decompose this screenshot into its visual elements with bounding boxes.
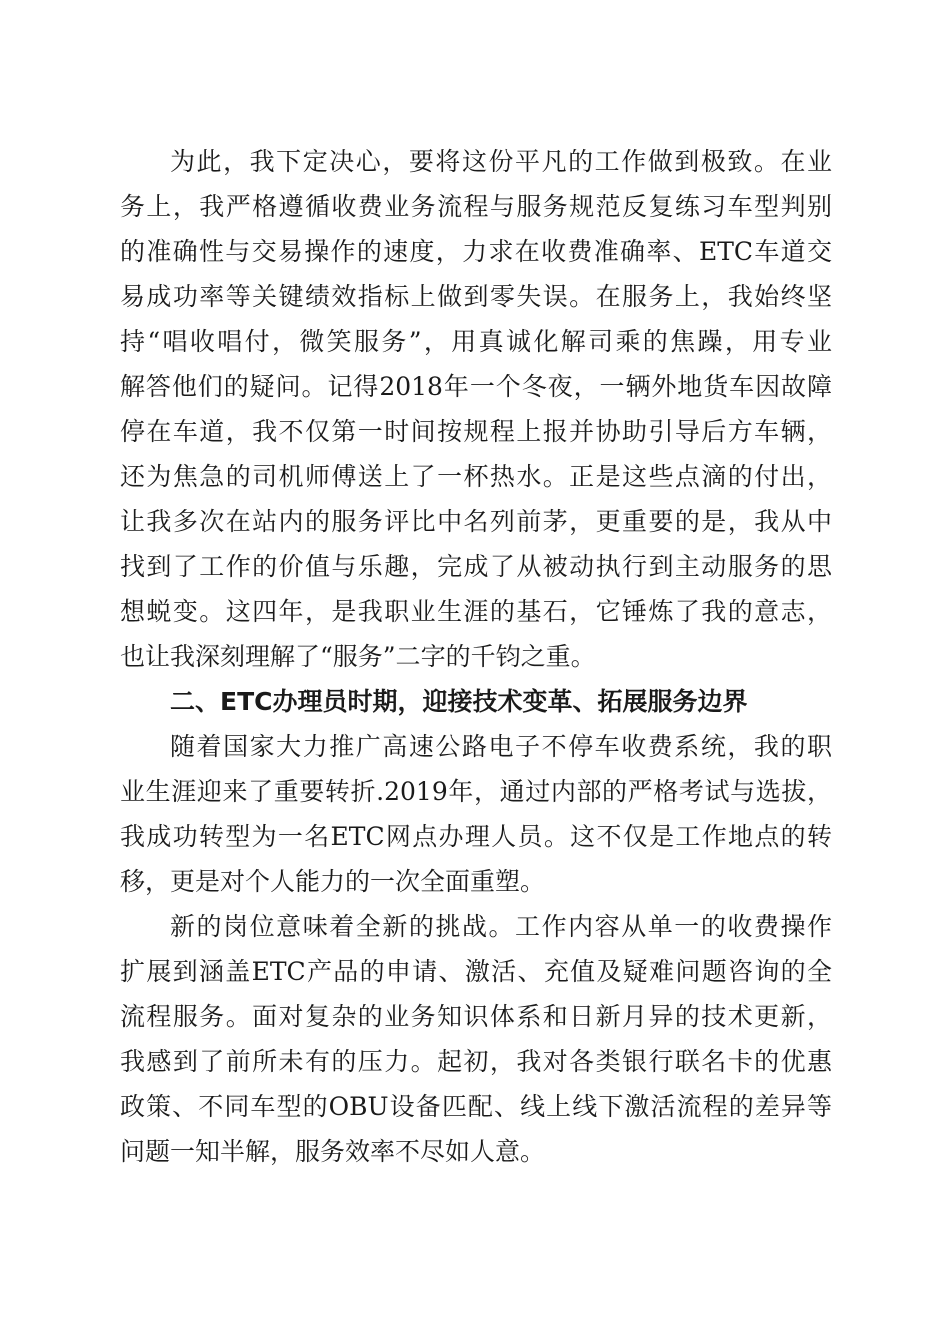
paragraph-line: 还为焦急的司机师傅送上了一杯热水。正是这些点滴的付出， — [120, 462, 832, 491]
paragraph-line: 流程服务。面对复杂的业务知识体系和日新月异的技术更新， — [120, 1002, 832, 1031]
paragraph-line: 我成功转型为一名ETC网点办理人员。这不仅是工作地点的转 — [120, 822, 832, 851]
paragraph-line: 持“唱收唱付，微笑服务”，用真诚化解司乘的焦躁，用专业 — [120, 327, 832, 356]
paragraph-line: 为此，我下定决心，要将这份平凡的工作做到极致。在业 — [170, 147, 832, 176]
paragraph-line: 也让我深刻理解了“服务”二字的千钧之重。 — [120, 642, 596, 671]
paragraph-line: 移，更是对个人能力的一次全面重塑。 — [120, 867, 546, 896]
paragraph-line: 易成功率等关键绩效指标上做到零失误。在服务上，我始终坚 — [120, 282, 832, 311]
paragraph-line: 问题一知半解，服务效率不尽如人意。 — [120, 1137, 546, 1166]
paragraph-line: 让我多次在站内的服务评比中名列前茅，更重要的是，我从中 — [120, 507, 832, 536]
paragraph-line: 的准确性与交易操作的速度，力求在收费准确率、ETC车道交 — [120, 237, 832, 266]
paragraph-line: 停在车道，我不仅第一时间按规程上报并协助引导后方车辆， — [120, 417, 832, 446]
paragraph-line: 找到了工作的价值与乐趣，完成了从被动执行到主动服务的思 — [120, 552, 832, 581]
paragraph-line: 随着国家大力推广高速公路电子不停车收费系统，我的职 — [170, 732, 832, 761]
paragraph-line: 务上，我严格遵循收费业务流程与服务规范反复练习车型判别 — [120, 192, 832, 221]
paragraph-line: 业生涯迎来了重要转折.2019年，通过内部的严格考试与选拔， — [120, 777, 832, 806]
paragraph-line: 新的岗位意味着全新的挑战。工作内容从单一的收费操作 — [170, 912, 832, 941]
paragraph-line: 我感到了前所未有的压力。起初，我对各类银行联名卡的优惠 — [120, 1047, 832, 1076]
paragraph-line: 政策、不同车型的OBU设备匹配、线上线下激活流程的差异等 — [120, 1092, 832, 1121]
paragraph-line: 扩展到涵盖ETC产品的申请、激活、充值及疑难问题咨询的全 — [120, 957, 832, 986]
paragraph-line: 想蜕变。这四年，是我职业生涯的基石，它锤炼了我的意志， — [120, 597, 832, 626]
paragraph-line: 解答他们的疑问。记得2018年一个冬夜，一辆外地货车因故障 — [120, 372, 832, 401]
section-heading: 二、ETC办理员时期，迎接技术变革、拓展服务边界 — [170, 687, 748, 716]
